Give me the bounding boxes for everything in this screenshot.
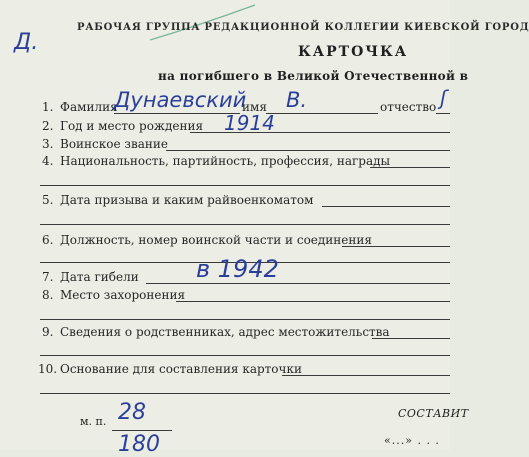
field-8-line-2	[40, 319, 450, 320]
field-10-line	[282, 375, 450, 376]
field-1-name-line	[266, 113, 378, 114]
field-5-line-2	[40, 224, 450, 225]
field-4-line-2	[40, 185, 450, 186]
card-title: КАРТОЧКА	[298, 44, 409, 60]
field-3-number: 3.	[42, 137, 54, 151]
stamp-place-label: м. п.	[80, 415, 107, 428]
field-9-number: 9.	[42, 325, 54, 339]
field-10-label: Основание для составления карточки	[60, 362, 302, 376]
field-1-name-label: имя	[242, 100, 267, 114]
field-6-label: Должность, номер воинской части и соединения	[60, 233, 372, 247]
field-10-number: 10.	[38, 362, 58, 376]
field-1-patronymic-label: отчество	[380, 100, 437, 114]
field-6-number: 6.	[42, 233, 54, 247]
corner-handwritten-note: Д.	[14, 30, 39, 55]
field-4-number: 4.	[42, 154, 54, 168]
field-9-label: Сведения о родственниках, адрес местожительства	[60, 325, 390, 339]
field-7-value: в 1942	[196, 255, 279, 283]
field-8-number: 8.	[42, 288, 54, 302]
field-1-patronymic-line	[436, 113, 450, 114]
field-4-line	[370, 167, 450, 168]
field-7-label: Дата гибели	[60, 270, 139, 284]
field-3-label: Воинское звание	[60, 137, 168, 151]
field-10-line-2	[40, 393, 450, 394]
field-2-number: 2.	[42, 119, 54, 133]
field-6-line	[342, 246, 450, 247]
field-5-line	[322, 206, 450, 207]
field-7-line	[146, 283, 450, 284]
field-1-surname-value: Дунаевский	[114, 88, 247, 112]
field-3-line	[166, 150, 450, 151]
card-subtitle: на погибшего в Великой Отечественной в	[158, 69, 469, 83]
registry-number-bottom: 180	[118, 432, 160, 457]
field-1-label: Фамилия	[60, 100, 118, 114]
field-8-line	[176, 301, 450, 302]
field-4-label: Национальность, партийность, профессия, награды	[60, 154, 391, 168]
field-2-value: 1914	[224, 111, 275, 135]
field-7-number: 7.	[42, 270, 54, 284]
registry-number-top: 28	[118, 400, 146, 425]
field-9-line-2	[40, 355, 450, 356]
field-2-label: Год и место рождения	[60, 119, 204, 133]
field-9-line	[372, 338, 450, 339]
field-1-patronymic-mark: ʃ	[440, 86, 447, 110]
composer-label: СОСТАВИТ	[398, 407, 469, 420]
field-1-number: 1.	[42, 100, 54, 114]
registry-number-divider	[112, 430, 172, 431]
composer-date: «...» . . .	[384, 434, 440, 447]
field-1-line	[114, 113, 240, 114]
field-1-name-value: В.	[286, 88, 308, 112]
field-5-number: 5.	[42, 193, 54, 207]
field-5-label: Дата призыва и каким райвоенкоматом	[60, 193, 314, 207]
field-8-label: Место захоронения	[60, 288, 186, 302]
organization-header: РАБОЧАЯ ГРУППА РЕДАКЦИОННОЙ КОЛЛЕГИИ КИЕВСКОЙ ГОРОД	[77, 22, 529, 33]
